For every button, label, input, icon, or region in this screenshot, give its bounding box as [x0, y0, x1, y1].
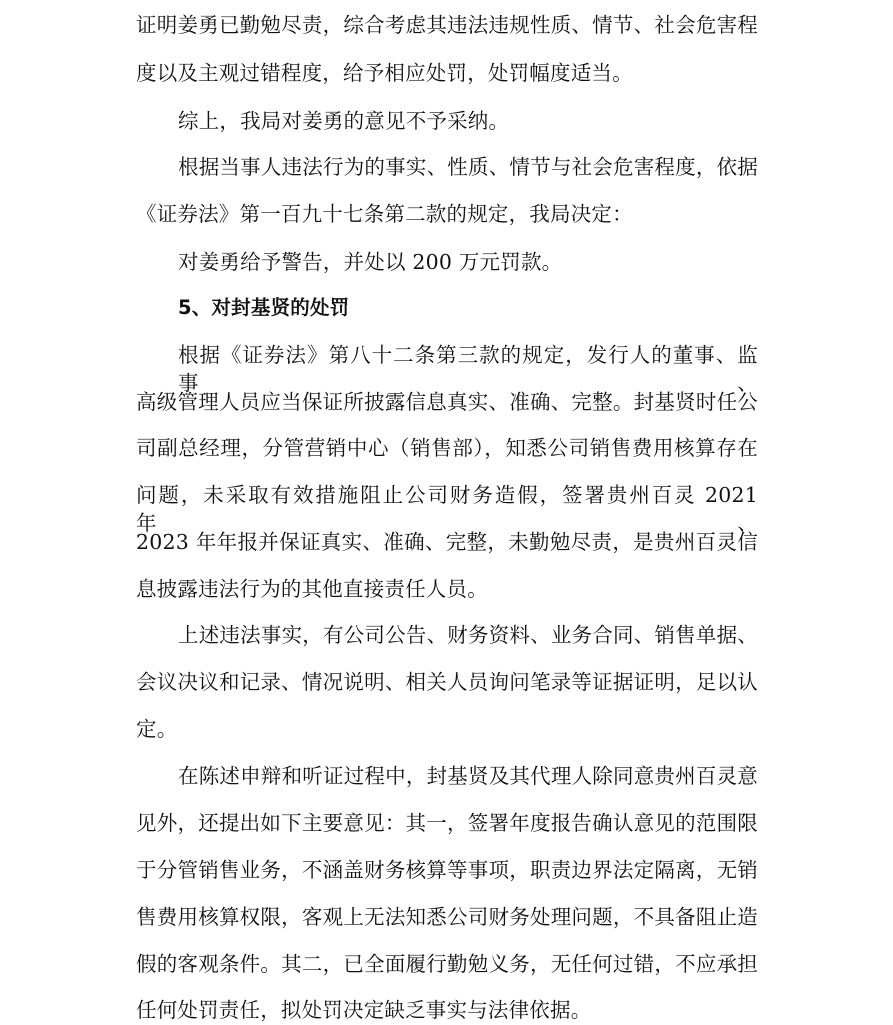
- text-line: 定。: [136, 717, 178, 741]
- text-line: 《证券法》第一百九十七条第二款的规定，我局决定：: [136, 202, 633, 226]
- text-line: 2023 年年报并保证真实、准确、完整，未勤勉尽责，是贵州百灵信: [136, 530, 758, 554]
- text-line: 上述违法事实，有公司公告、财务资料、业务合同、销售单据、: [178, 623, 758, 647]
- text-line: 根据当事人违法行为的事实、性质、情节与社会危害程度，依据: [178, 155, 758, 179]
- text-line: 会议决议和记录、情况说明、相关人员询问笔录等证据证明，足以认: [136, 670, 758, 694]
- text-line: 售费用核算权限，客观上无法知悉公司财务处理问题，不具备阻止造: [136, 905, 758, 929]
- text-line: 根据《证券法》第八十二条第三款的规定，发行人的董事、监事、: [178, 343, 758, 395]
- text-line: 度以及主观过错程度，给予相应处罚，处罚幅度适当。: [136, 61, 633, 85]
- text-line: 证明姜勇已勤勉尽责，综合考虑其违法违规性质、情节、社会危害程: [136, 13, 758, 37]
- text-line: 问题，未采取有效措施阻止公司财务造假，签署贵州百灵 2021 年、: [136, 483, 758, 535]
- section-heading: 5、对封基贤的处罚: [178, 296, 350, 319]
- text-line: 高级管理人员应当保证所披露信息真实、准确、完整。封基贤时任公: [136, 390, 758, 414]
- text-line: 对姜勇给予警告，并处以 200 万元罚款。: [178, 250, 563, 274]
- text-line: 综上，我局对姜勇的意见不予采纳。: [178, 109, 510, 133]
- text-line: 于分管销售业务，不涵盖财务核算等事项，职责边界法定隔离，无销: [136, 858, 758, 882]
- text-line: 息披露违法行为的其他直接责任人员。: [136, 577, 488, 601]
- text-line: 任何处罚责任，拟处罚决定缺乏事实与法律依据。: [136, 998, 592, 1022]
- text-line: 在陈述申辩和听证过程中，封基贤及其代理人除同意贵州百灵意: [178, 764, 758, 788]
- text-line: 司副总经理，分管营销中心（销售部），知悉公司销售费用核算存在: [136, 436, 758, 460]
- text-line: 假的客观条件。其二，已全面履行勤勉义务，无任何过错，不应承担: [136, 952, 758, 976]
- text-line: 见外，还提出如下主要意见：其一，签署年度报告确认意见的范围限: [136, 811, 758, 835]
